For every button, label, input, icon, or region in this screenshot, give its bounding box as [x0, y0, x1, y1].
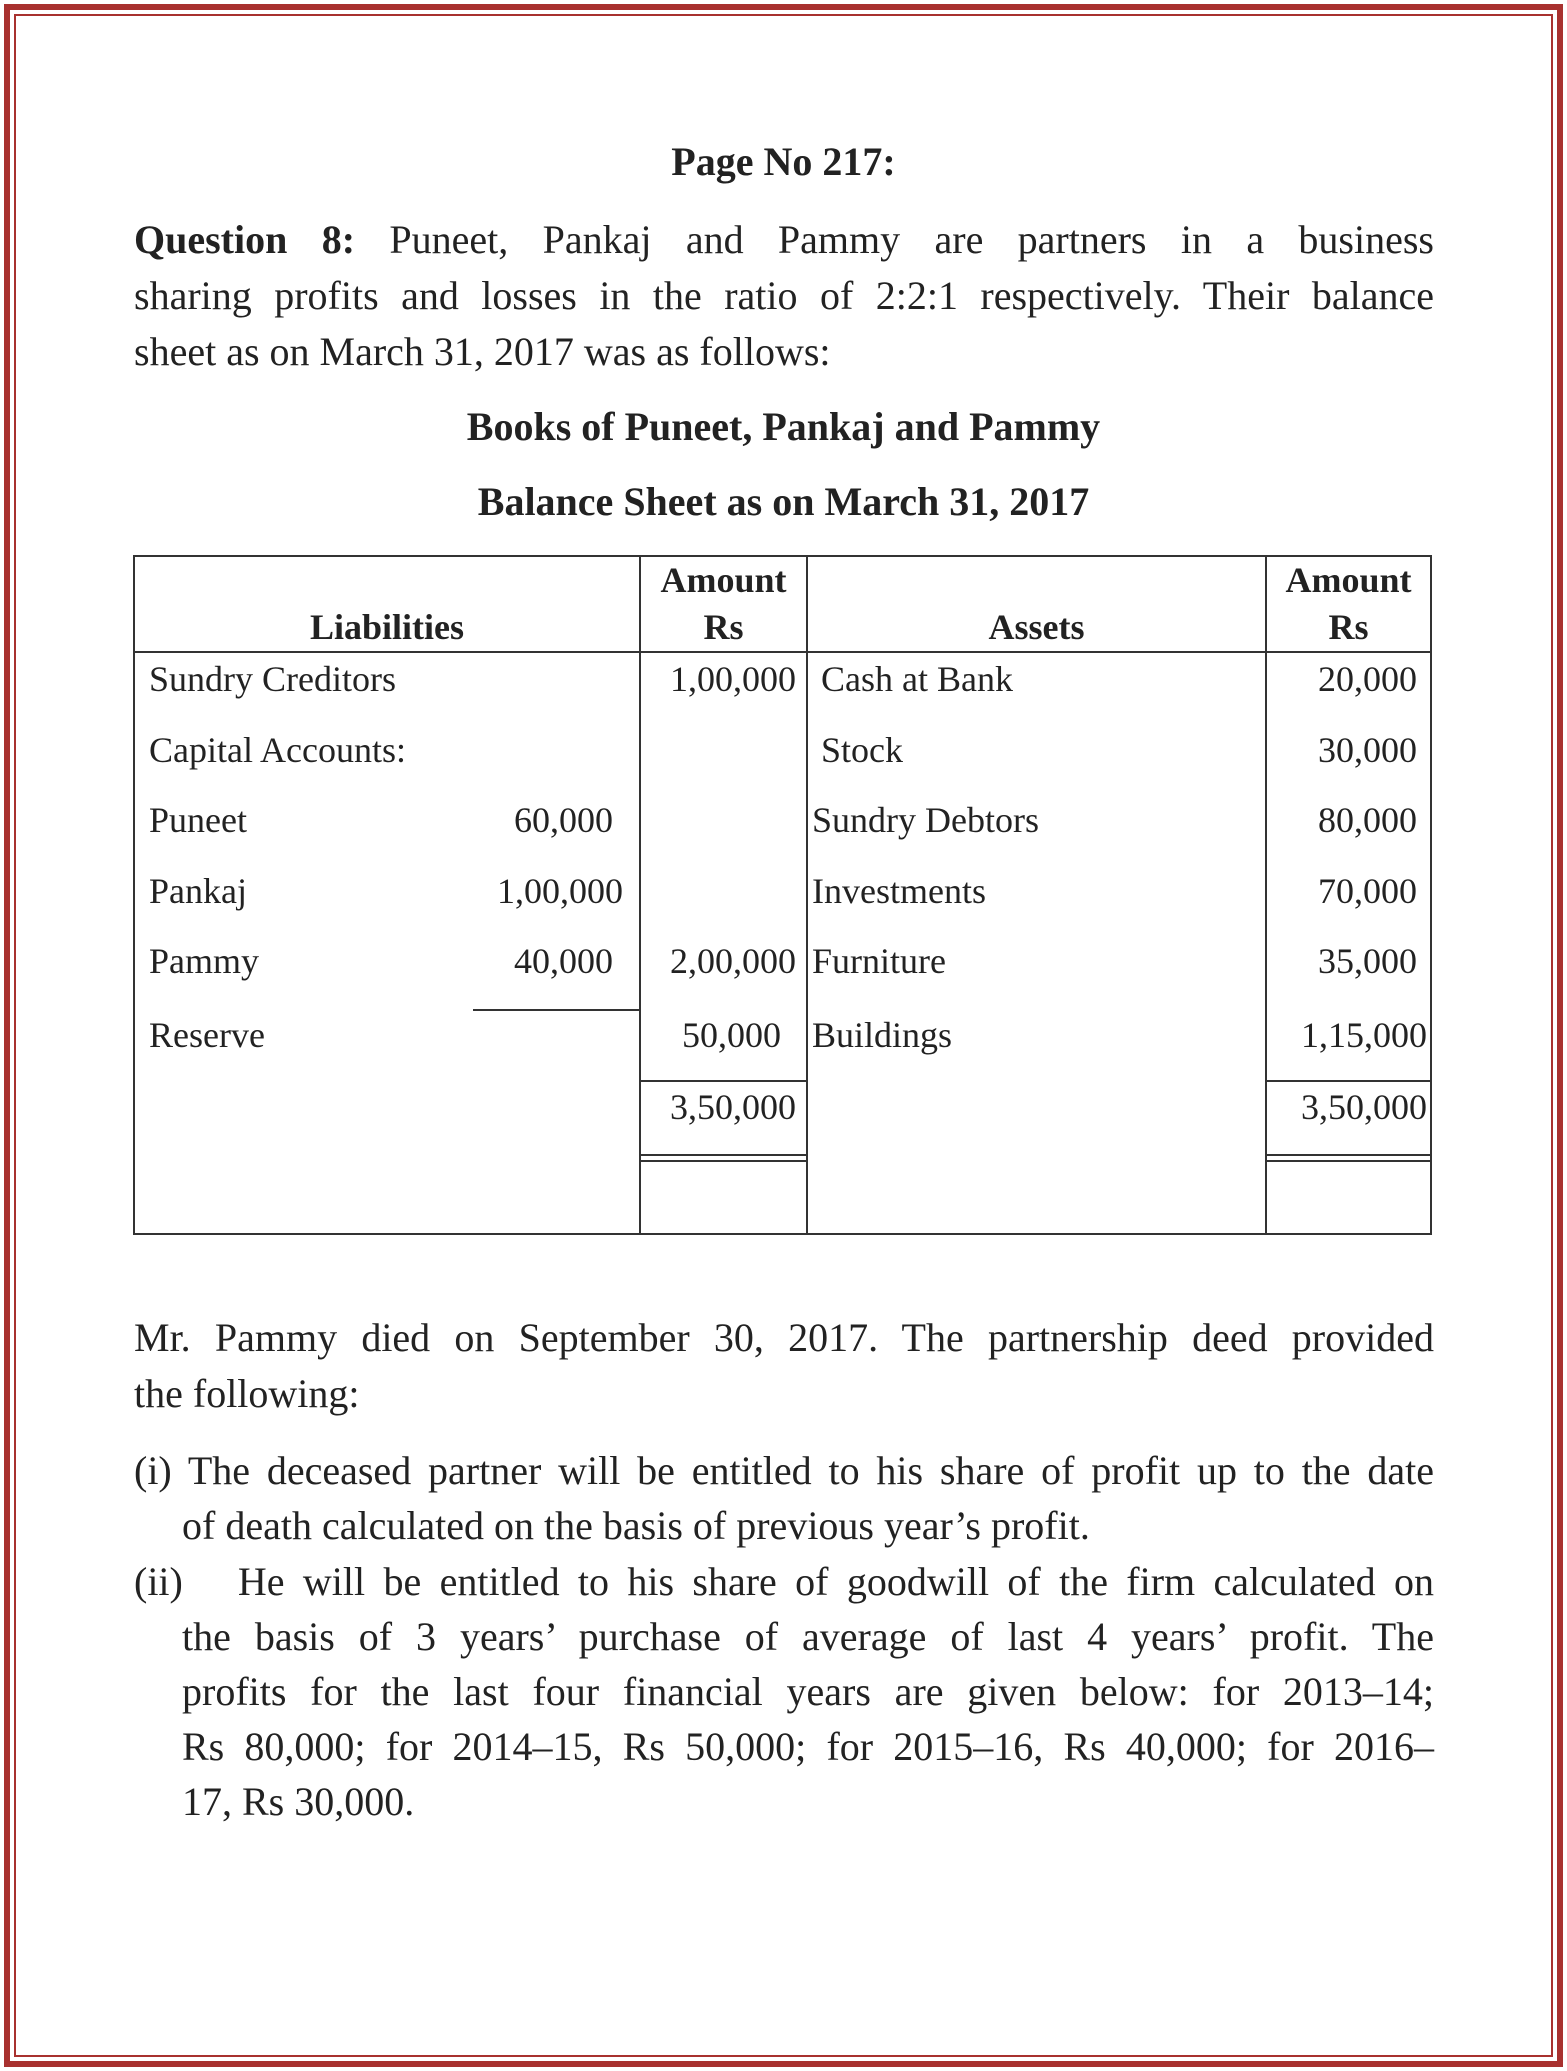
- amount-unit-left: Rs: [703, 607, 744, 647]
- asset-label: Furniture: [812, 941, 946, 981]
- item-i-line-2: of death calculated on the basis of previous year’s profit.: [182, 1503, 1090, 1548]
- asset-amount: 80,000: [1318, 800, 1417, 840]
- capital-subamount: 1,00,000: [497, 871, 623, 911]
- total-rule-top: [639, 1080, 806, 1082]
- item-ii-line-2: the basis of 3 years’ purchase of average of last 4 years’ profit. The: [182, 1614, 1434, 1659]
- asset-amount: 70,000: [1318, 871, 1417, 911]
- liability-label: Sundry Creditors: [149, 659, 396, 699]
- item-i-line-1: (i) The deceased partner will be entitled to his share of profit up to the date: [134, 1448, 1434, 1493]
- total-double-rule: [639, 1154, 806, 1156]
- liability-label: Pankaj: [149, 871, 247, 911]
- amount-header-right: Amount: [1285, 560, 1412, 600]
- total-rule-top: [1265, 1080, 1430, 1082]
- liability-amount: 1,00,000: [670, 659, 796, 699]
- list-item: [134, 1443, 1434, 1553]
- question-line-2: sharing profits and losses in the ratio of 2:2:1 respectively. Their balance: [134, 273, 1434, 318]
- capital-subamount: 40,000: [514, 941, 613, 981]
- death-line-2: the following:: [134, 1371, 360, 1416]
- asset-label: Sundry Debtors: [812, 800, 1039, 840]
- liability-label: Pammy: [149, 941, 260, 981]
- assets-header: Assets: [988, 607, 1085, 647]
- item-ii-line-4: Rs 80,000; for 2014–15, Rs 50,000; for 2015–16, Rs 40,000; for 2016–: [182, 1724, 1434, 1769]
- asset-label: Buildings: [812, 1015, 953, 1055]
- header-rule: [135, 651, 1430, 653]
- asset-amount: 1,15,000: [1301, 1015, 1427, 1055]
- asset-label: Investments: [812, 871, 986, 911]
- total-double-rule: [639, 1160, 806, 1162]
- asset-label: Cash at Bank: [821, 659, 1013, 699]
- list-item: [134, 1554, 1434, 1829]
- total-assets: 3,50,000: [1301, 1087, 1427, 1127]
- death-line-1: Mr. Pammy died on September 30, 2017. The partnership deed provided: [134, 1315, 1434, 1360]
- balance-sheet-heading: Balance Sheet as on March 31, 2017: [477, 479, 1090, 524]
- question-line-1: Question 8: Puneet, Pankaj and Pammy are partners in a business: [134, 217, 1434, 262]
- liabilities-header: Liabilities: [309, 607, 465, 647]
- capital-subamount: 60,000: [514, 800, 613, 840]
- total-double-rule: [1265, 1160, 1430, 1162]
- total-double-rule: [1265, 1154, 1430, 1156]
- asset-amount: 30,000: [1318, 730, 1417, 770]
- item-ii-line-3: profits for the last four financial years are given below: for 2013–14;: [182, 1669, 1434, 1714]
- item-ii-line-5: 17, Rs 30,000.: [182, 1779, 415, 1824]
- asset-amount: 20,000: [1318, 659, 1417, 699]
- asset-label: Stock: [821, 730, 904, 770]
- liability-label: Capital Accounts:: [149, 730, 406, 770]
- question-label: Question 8:: [134, 217, 356, 262]
- column-divider: [806, 557, 808, 1233]
- question-line-3: sheet as on March 31, 2017 was as follows:: [134, 329, 831, 374]
- books-heading: Books of Puneet, Pankaj and Pammy: [466, 404, 1101, 449]
- amount-unit-right: Rs: [1328, 607, 1369, 647]
- page-number: Page No 217:: [671, 139, 896, 184]
- death-paragraph: [134, 1310, 1434, 1422]
- liability-amount: 2,00,000: [670, 941, 796, 981]
- asset-amount: 35,000: [1318, 941, 1417, 981]
- subtotal-rule: [473, 1009, 639, 1011]
- balance-sheet-table: [133, 555, 1432, 1235]
- liability-label: Puneet: [149, 800, 247, 840]
- liability-label: Reserve: [149, 1015, 265, 1055]
- total-liabilities: 3,50,000: [670, 1087, 796, 1127]
- liability-amount: 50,000: [682, 1015, 781, 1055]
- item-ii-line-1: (ii) He will be entitled to his share of goodwill of the firm calculated on: [134, 1559, 1434, 1604]
- amount-header-left: Amount: [660, 560, 787, 600]
- question-text: [134, 212, 1434, 380]
